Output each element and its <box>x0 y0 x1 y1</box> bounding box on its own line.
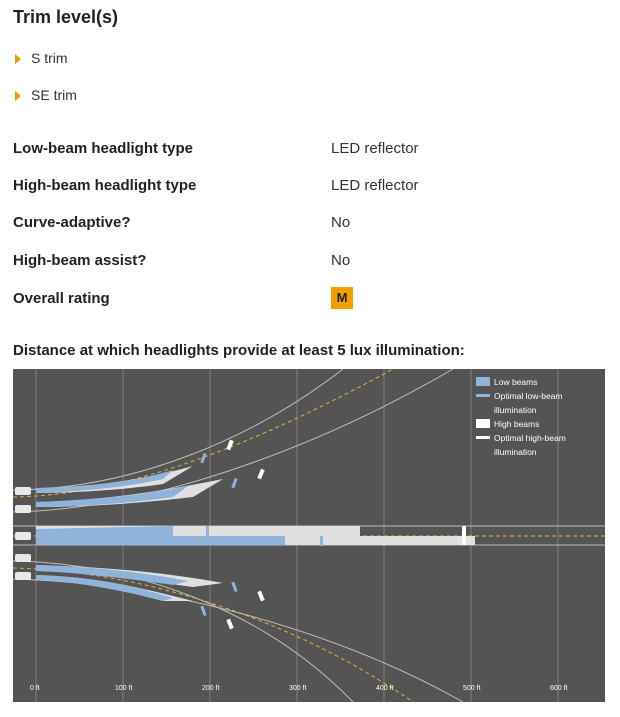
legend-item-optimal-low <box>476 389 566 417</box>
legend-item-optimal-high <box>476 431 566 459</box>
tick-label: 100 ft <box>115 685 133 692</box>
left-curve-1-optimal-high-marker <box>226 440 233 451</box>
legend-label-line: Optimal high-beam <box>494 433 566 443</box>
legend-swatch <box>476 419 490 428</box>
legend-label-line: illumination <box>494 405 537 415</box>
trim-label: SE trim <box>31 87 77 103</box>
tick-label: 600 ft <box>550 685 568 692</box>
tick-label: 300 ft <box>289 685 307 692</box>
legend-swatch <box>476 377 490 386</box>
straight-optimal-low-marker <box>320 536 323 546</box>
tick-label: 0 ft <box>30 685 40 692</box>
spec-label-high-beam-assist: High-beam assist? <box>13 252 147 269</box>
page-title: Trim level(s) <box>13 7 119 27</box>
trim-item-s[interactable] <box>15 50 68 66</box>
spec-value-low-beam: LED reflector <box>331 140 419 157</box>
left-curve-2-optimal-low-marker <box>231 478 237 488</box>
right-curve-1-optimal-high-marker <box>257 591 264 602</box>
legend-label: Low beams <box>494 377 538 387</box>
straight-optimal-high-marker <box>462 526 466 545</box>
spec-label-curve-adaptive: Curve-adaptive? <box>13 214 131 231</box>
spec-value-high-beam: LED reflector <box>331 177 419 194</box>
spec-value-high-beam-assist: No <box>331 252 351 269</box>
chart-caption: Distance at which headlights provide at least 5 lux illumination: <box>13 342 465 359</box>
right-curve-2-optimal-high-marker <box>226 619 233 630</box>
left-curve-2-optimal-high-marker <box>257 469 264 480</box>
tick-label: 400 ft <box>376 685 394 692</box>
legend-swatch <box>476 436 490 439</box>
tick-label: 200 ft <box>202 685 220 692</box>
spec-value-overall-rating <box>331 287 353 309</box>
legend-label <box>494 389 563 417</box>
rating-badge: M <box>331 287 353 309</box>
arrow-right-icon <box>15 91 21 101</box>
trim-label: S trim <box>31 50 68 66</box>
right-curve-2-optimal-low-marker <box>200 606 206 616</box>
spec-label-overall-rating: Overall rating <box>13 290 110 307</box>
straightaway-road <box>13 526 605 546</box>
legend-label: High beams <box>494 419 540 429</box>
spec-label-low-beam: Low-beam headlight type <box>13 140 194 157</box>
arrow-right-icon <box>15 54 21 64</box>
legend-label <box>494 431 566 459</box>
left-curve-1-optimal-low-marker <box>200 453 206 463</box>
legend-item-high-beams <box>476 417 566 431</box>
tick-label: 500 ft <box>463 685 481 692</box>
legend-item-low-beams <box>476 375 566 389</box>
legend-label-line: Optimal low-beam <box>494 391 563 401</box>
straight-optimal-low-marker <box>206 526 209 536</box>
car-icon <box>15 487 31 580</box>
trim-item-se[interactable] <box>15 87 77 103</box>
headlight-distance-chart <box>13 369 605 702</box>
spec-label-high-beam: High-beam headlight type <box>13 177 197 194</box>
chart-legend <box>476 375 566 459</box>
spec-value-curve-adaptive: No <box>331 214 351 231</box>
right-curve-1-optimal-low-marker <box>231 582 237 592</box>
legend-label-line: illumination <box>494 447 537 457</box>
legend-swatch <box>476 394 490 397</box>
